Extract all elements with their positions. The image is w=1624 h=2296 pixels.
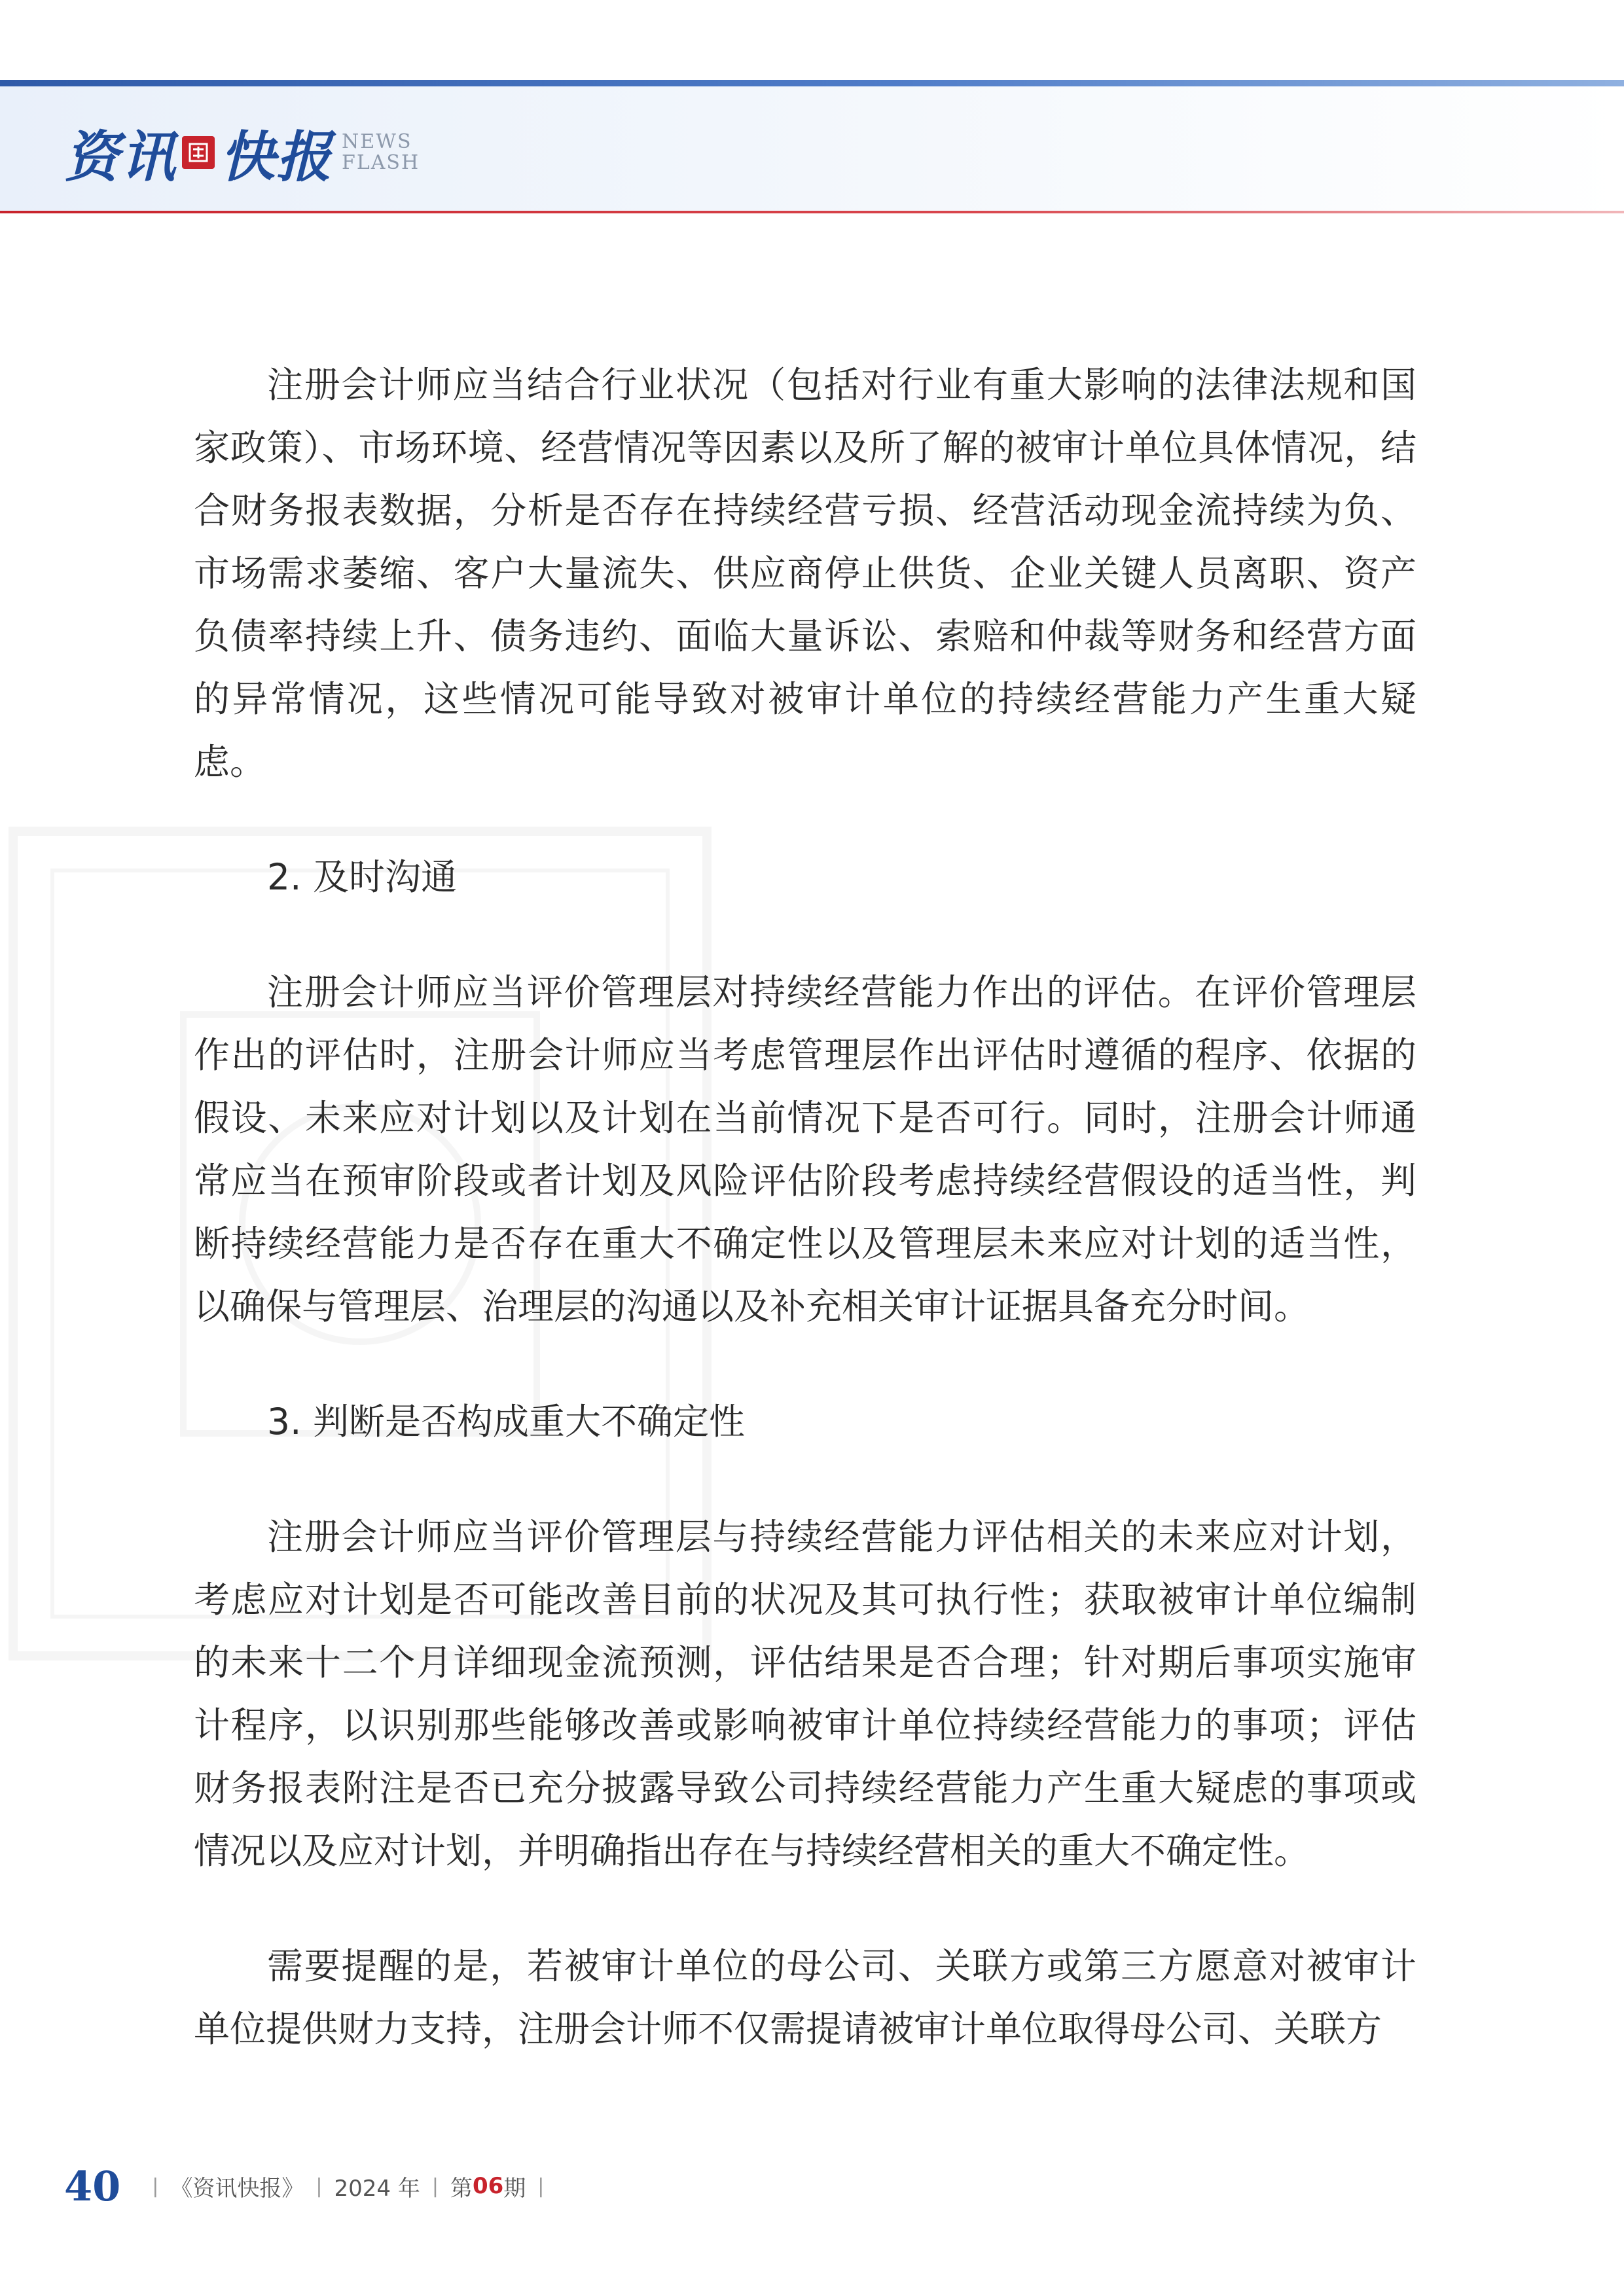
logo-subtitle [342,132,420,173]
paragraph-1: 注册会计师应当结合行业状况（包括对行业有重大影响的法律法规和国家政策）、市场环境、经营情况等因素以及所了解的被审计单位具体情况，结合财务报表数据，分析是否存在持续经营亏损、经营活动现金流持续为负、市场需求萎缩、客户大量流失、供应商停止供货、企业关键人员离职、资产负债率持续上升、债务违约、面临大量诉讼、索赔和仲裁等财务和经营方面的异常情况，这些情况可能导致对被审计单位的持续经营能力产生重大疑虑。 [194,364,1416,783]
logo-text-right: 快报 [220,124,333,189]
footer-separator: | [152,2174,159,2198]
issue-prefix: 第 [450,2175,473,2202]
section-heading-2: 2. 及时沟通 [267,856,457,898]
footer-separator: | [431,2174,439,2198]
paragraph-3: 注册会计师应当评价管理层与持续经营能力评估相关的未来应对计划，考虑应对计划是否可能改善目前的状况及其可执行性；获取被审计单位编制的未来十二个月详细现金流预测，评估结果是否合理；针对期后事项实施审计程序，以识别那些能够改善或影响被审计单位持续经营能力的事项；评估财务报表附注是否已充分披露导致公司持续经营能力产生重大疑虑的事项或情况以及应对计划，并明确指出存在与持续经营相关的重大不确定性。 [194,1516,1416,1872]
footer-separator: | [537,2174,545,2198]
logo-subtitle-flash: FLASH [342,151,420,174]
paragraph-2: 注册会计师应当评价管理层对持续经营能力作出的评估。在评价管理层作出的评估时，注册会计师应当考虑管理层作出评估时遵循的程序、依据的假设、未来应对计划以及计划在当前情况下是否可行。同时，注册会计师通常应当在预审阶段或者计划及风险评估阶段考虑持续经营假设的适当性，判断持续经营能力是否存在重大不确定性以及管理层未来应对计划的适当性，以确保与管理层、治理层的沟通以及补充相关审计证据具备充分时间。 [194,971,1416,1327]
issue-number: 06 [472,2173,504,2199]
footer-separator: | [316,2174,323,2198]
page-number: 40 [64,2162,121,2210]
page-header [0,0,1624,215]
logo-text-left: 资讯 [64,124,177,189]
publication-year: 2024 年 [334,2175,420,2202]
publication-logo [64,117,420,188]
section-heading-3: 3. 判断是否构成重大不确定性 [267,1401,745,1443]
logo-subtitle-news: NEWS [342,130,412,153]
header-top-bar [0,80,1624,86]
seal-glyph-icon [187,141,209,164]
article-body [194,353,1416,2060]
seal-icon [182,136,215,169]
page-footer [64,2160,556,2212]
paragraph-4: 需要提醒的是，若被审计单位的母公司、关联方或第三方愿意对被审计单位提供财力支持，注册会计师不仅需提请被审计单位取得母公司、关联方 [194,1945,1416,2050]
header-red-line [0,211,1624,213]
publication-name: 《资讯快报》 [170,2175,304,2202]
issue-suffix: 期 [503,2175,526,2202]
